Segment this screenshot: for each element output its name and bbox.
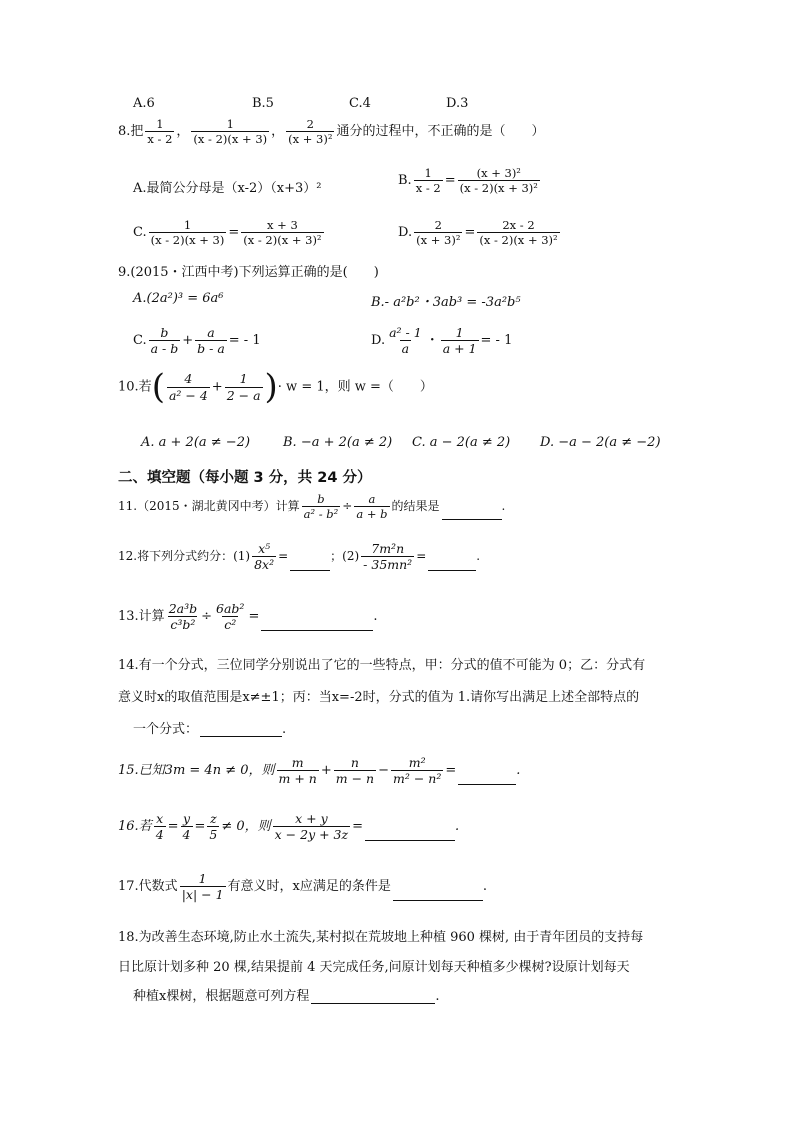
rest: = - 1 xyxy=(480,333,513,349)
denominator: m − n xyxy=(335,771,375,787)
fraction-1 xyxy=(167,372,210,401)
q16-prefix: 16.若 xyxy=(118,819,152,835)
answer-blank[interactable] xyxy=(200,735,282,737)
numerator: 4 xyxy=(184,371,193,387)
q8-fraction-3 xyxy=(286,118,334,145)
end: . xyxy=(373,609,378,625)
denominator: a xyxy=(401,341,410,357)
q17 xyxy=(118,872,487,901)
numerator: 1 xyxy=(156,117,164,131)
numerator: 1 xyxy=(183,218,192,232)
denominator: (x + 3)² xyxy=(288,132,333,147)
fraction-1 xyxy=(167,602,199,631)
minus: − xyxy=(378,763,389,779)
denominator: c³b² xyxy=(170,617,196,633)
end: . xyxy=(435,989,440,1004)
q10-stem xyxy=(118,367,433,407)
end: . xyxy=(282,722,287,737)
fraction-2 xyxy=(225,372,263,401)
fraction-3 xyxy=(207,812,219,841)
denominator: (x + 3)² xyxy=(416,233,461,248)
numerator: x⁵ xyxy=(258,541,271,556)
q18-line3 xyxy=(133,985,439,1004)
numerator: 1 xyxy=(239,371,248,387)
q12-prefix: 12.将下列分式约分：(1) xyxy=(118,549,251,564)
numerator: 2x - 2 xyxy=(502,218,535,232)
equals: = xyxy=(445,763,457,779)
plus: + xyxy=(182,333,194,349)
denominator: a + 1 xyxy=(442,341,477,357)
q18-line1: 18.为改善生态环境,防止水土流失,某村拟在荒坡地上种植 960 棵树, 由于青年团员的支持每 xyxy=(118,930,644,945)
q8-fraction-1 xyxy=(145,118,174,145)
denominator: 5 xyxy=(209,827,218,843)
answer-blank[interactable] xyxy=(393,899,483,901)
rhs-fraction xyxy=(477,219,559,246)
equals: = xyxy=(167,819,179,835)
answer-blank[interactable] xyxy=(311,1002,435,1004)
equals: = xyxy=(444,173,456,189)
denominator: a - b xyxy=(150,341,179,357)
q18-line2: 日比原计划多种 20 棵,结果提前 4 天完成任务,问原计划每天种植多少棵树?设原计划每天 xyxy=(118,960,630,975)
denominator: m + n xyxy=(278,771,317,787)
q8-option-d xyxy=(398,219,562,246)
numerator: x + 3 xyxy=(267,218,298,232)
numerator: a² - 1 xyxy=(389,325,422,340)
fraction-1 xyxy=(154,812,166,841)
fraction-1 xyxy=(302,493,341,520)
fraction-2 xyxy=(441,326,479,355)
numerator: 6ab² xyxy=(216,601,245,616)
q9-option-d xyxy=(371,326,512,355)
q12 xyxy=(118,542,480,571)
rest: · w = 1，则 w =（ ） xyxy=(277,379,433,395)
fraction-2 xyxy=(354,493,389,520)
numerator: 7m²n xyxy=(371,541,405,556)
q13-prefix: 13.计算 xyxy=(118,609,165,625)
q10-option-d: D. −a − 2(a ≠ −2) xyxy=(540,435,661,450)
dot: ・ xyxy=(425,333,439,349)
denominator: (x - 2)(x + 3) xyxy=(150,233,225,248)
label: D. xyxy=(371,333,386,349)
fraction-2 xyxy=(361,542,414,571)
fraction-2 xyxy=(195,326,227,355)
fraction-1 xyxy=(252,542,276,571)
numerator: x xyxy=(156,811,164,826)
q14-line3 xyxy=(133,718,286,737)
fraction-2 xyxy=(334,756,376,785)
plus: + xyxy=(211,379,223,395)
q10-option-b: B. −a + 2(a ≠ 2) xyxy=(283,435,393,450)
answer-blank[interactable] xyxy=(458,783,516,785)
numerator: x + y xyxy=(295,811,328,826)
denominator: x - 2 xyxy=(147,132,173,147)
label: B. xyxy=(398,173,412,189)
equals: = xyxy=(464,225,476,241)
denominator: (x - 2)(x + 3) xyxy=(193,132,268,147)
denominator: a + b xyxy=(356,507,388,522)
denominator: - 35mn² xyxy=(363,557,413,573)
answer-blank[interactable] xyxy=(442,518,502,520)
q7-option-b: B.5 xyxy=(252,96,274,111)
denominator: 8x² xyxy=(254,557,275,573)
q10-prefix: 10.若 xyxy=(118,379,152,395)
equals: = xyxy=(352,819,364,835)
q13 xyxy=(118,602,377,631)
q11-prefix: 11.（2015・湖北黄冈中考）计算 xyxy=(118,499,300,514)
q14-line1: 14.有一个分式，三位同学分别说出了它的一些特点，甲：分式的值不可能为 0；乙：分式有 xyxy=(118,658,646,673)
q17-prefix: 17.代数式 xyxy=(118,879,178,895)
label: C. xyxy=(133,333,147,349)
q8-prefix: 8.把 xyxy=(118,124,144,140)
label: D. xyxy=(398,225,413,241)
label: C. xyxy=(133,225,147,241)
denominator: c² xyxy=(224,617,237,633)
q15 xyxy=(118,756,520,785)
denominator: 2 − a xyxy=(226,387,261,403)
numerator: 1 xyxy=(455,325,464,340)
lhs-fraction xyxy=(149,219,227,246)
numerator: 1 xyxy=(226,117,234,131)
q8-stem xyxy=(118,118,545,145)
q7-option-a: A.6 xyxy=(133,96,155,111)
plus: + xyxy=(320,763,332,779)
numerator: n xyxy=(350,755,359,770)
numerator: m xyxy=(291,755,304,770)
end: . xyxy=(501,499,506,514)
lhs-fraction xyxy=(414,219,462,246)
numerator: a xyxy=(368,492,376,506)
numerator: 1 xyxy=(198,871,207,886)
equals: = xyxy=(278,549,289,564)
q9-option-c xyxy=(133,326,261,355)
lhs-fraction xyxy=(414,167,443,194)
numerator: 2 xyxy=(306,117,314,131)
numerator: y xyxy=(182,811,191,826)
fraction xyxy=(180,872,226,901)
numerator: b xyxy=(317,492,325,506)
numerator: (x + 3)² xyxy=(476,166,521,180)
q9-option-a: A.(2a²)³ = 6a⁶ xyxy=(133,291,224,306)
q11-suffix: 的结果是 xyxy=(391,499,440,514)
denominator: x − 2y + 3z xyxy=(274,827,349,843)
fraction-1 xyxy=(277,756,319,785)
end: . xyxy=(476,549,481,564)
equals: = xyxy=(228,225,240,241)
denominator: 4 xyxy=(182,827,191,843)
numerator: z xyxy=(210,811,217,826)
numerator: 1 xyxy=(424,166,432,180)
right-paren: ) xyxy=(264,367,278,407)
q8-fraction-2 xyxy=(191,118,269,145)
end: . xyxy=(516,763,521,779)
denominator: (x - 2)(x + 3)² xyxy=(479,233,558,248)
answer-blank[interactable] xyxy=(365,839,455,841)
not-equal: ≠ 0，则 xyxy=(221,819,271,835)
answer-blank[interactable] xyxy=(261,629,373,631)
section-title: 二、填空题（每小题 3 分，共 24 分） xyxy=(118,470,372,486)
q10-option-a: A. a + 2(a ≠ −2) xyxy=(141,435,251,450)
denominator: 4 xyxy=(155,827,164,843)
numerator: m² xyxy=(408,755,426,770)
rest: = - 1 xyxy=(228,333,261,349)
end: . xyxy=(482,879,488,895)
divide: ÷ xyxy=(342,499,353,514)
separator: ， xyxy=(176,124,190,140)
q10-option-c: C. a − 2(a ≠ 2) xyxy=(412,435,511,450)
q9-stem: 9.(2015・江西中考)下列运算正确的是( ) xyxy=(118,265,379,280)
denominator: a² - b² xyxy=(303,507,339,522)
fraction-4 xyxy=(273,812,350,841)
answer-blank-1[interactable] xyxy=(290,569,330,571)
numerator: 2 xyxy=(434,218,442,232)
fraction-1 xyxy=(149,326,181,355)
numerator: a xyxy=(207,325,215,340)
equals: = xyxy=(416,549,427,564)
fraction-2 xyxy=(214,602,246,631)
fraction-3 xyxy=(391,756,443,785)
rhs-fraction xyxy=(458,167,540,194)
rhs-fraction xyxy=(241,219,323,246)
denominator: m² − n² xyxy=(392,771,442,787)
separator: ， xyxy=(271,124,285,140)
q7-option-d: D.3 xyxy=(446,96,469,111)
q9-option-b: B.- a²b²・3ab³ = -3a²b⁵ xyxy=(371,295,521,310)
q8-option-a: A.最简公分母是（x-2）（x+3）² xyxy=(133,181,322,196)
fraction-2 xyxy=(181,812,193,841)
q17-suffix: 有意义时，x应满足的条件是 xyxy=(227,879,391,895)
denominator: x - 2 xyxy=(415,181,441,196)
denominator: |x| − 1 xyxy=(181,887,224,903)
q11 xyxy=(118,493,505,520)
q8-option-c xyxy=(133,219,326,246)
q8-suffix: 通分的过程中，不正确的是（ ） xyxy=(336,124,545,140)
q15-prefix: 15.已知3m = 4n ≠ 0，则 xyxy=(118,763,275,779)
divide: ÷ xyxy=(201,609,213,625)
numerator: 2a³b xyxy=(168,601,198,616)
fraction-1 xyxy=(387,326,424,355)
denominator: b - a xyxy=(197,341,225,357)
q14-line2: 意义时x的取值范围是x≠±1；丙：当x=-2时，分式的值为 1.请你写出满足上述全部特点的 xyxy=(118,690,640,705)
q18-line3-text: 种植x棵树，根据题意可列方程 xyxy=(133,989,310,1004)
left-paren: ( xyxy=(151,367,165,407)
equals: = xyxy=(194,819,206,835)
denominator: (x - 2)(x + 3)² xyxy=(459,181,538,196)
numerator: b xyxy=(160,325,169,340)
q8-option-b xyxy=(398,167,542,194)
denominator: (x - 2)(x + 3)² xyxy=(243,233,322,248)
denominator: a² − 4 xyxy=(168,387,208,403)
q14-line3-text: 一个分式： xyxy=(133,722,199,737)
q16 xyxy=(118,812,459,841)
mid: ；(2) xyxy=(330,549,360,564)
answer-blank-2[interactable] xyxy=(428,569,476,571)
q7-option-c: C.4 xyxy=(349,96,371,111)
equals: = xyxy=(248,609,260,625)
end: . xyxy=(455,819,460,835)
